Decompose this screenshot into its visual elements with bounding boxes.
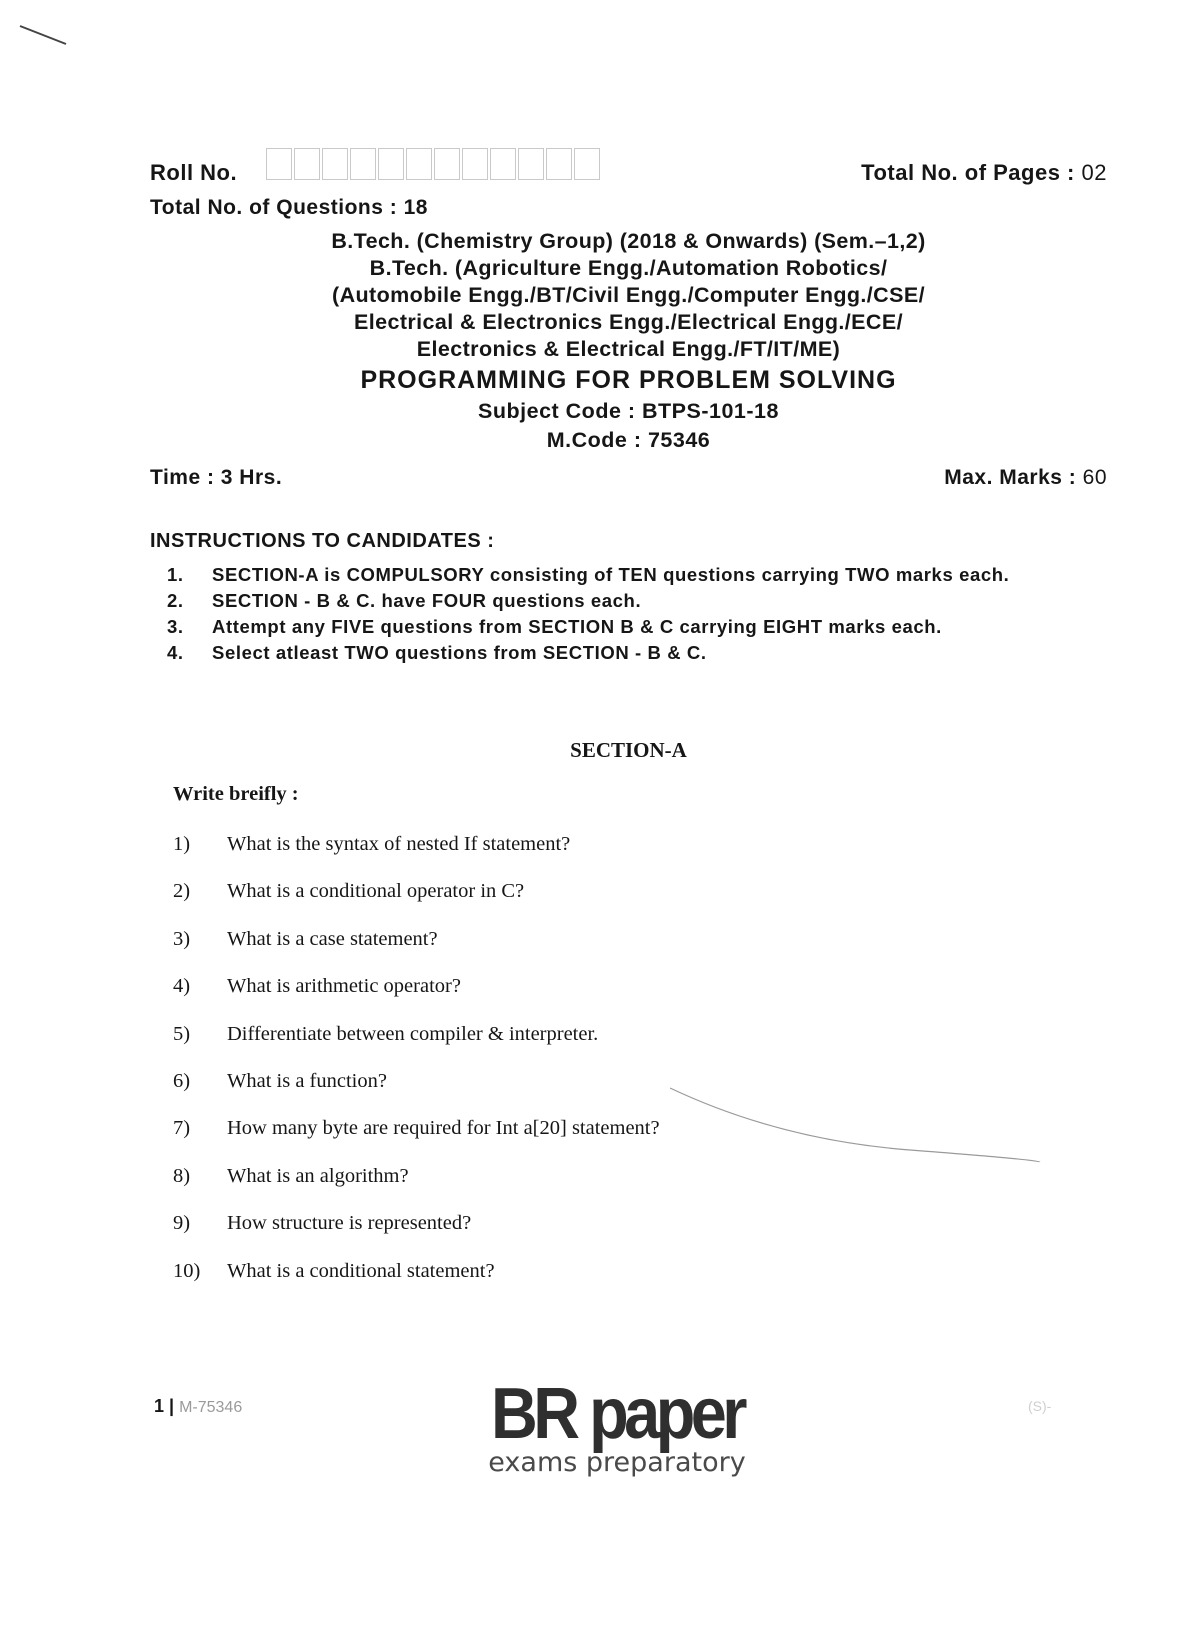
question-item — [173, 928, 1073, 975]
course-line: Electrical & Electronics Engg./Electrical Engg./ECE/ — [354, 310, 903, 334]
subject-title: PROGRAMMING FOR PROBLEM SOLVING — [360, 366, 897, 394]
subject-code: Subject Code : BTPS-101-18 — [478, 399, 779, 423]
question-text: What is a case statement? — [227, 927, 438, 950]
roll-number-row — [150, 160, 1107, 188]
question-text: How structure is represented? — [227, 1212, 472, 1235]
roll-number-box[interactable] — [266, 148, 292, 180]
total-pages-value: 02 — [1081, 160, 1107, 185]
course-line: B.Tech. (Agriculture Engg./Automation Robotics/ — [369, 256, 888, 280]
question-item — [173, 1260, 1073, 1307]
footer-m-code: M-75346 — [179, 1399, 243, 1416]
section-a-title: SECTION-A — [570, 738, 687, 762]
question-item — [173, 975, 1073, 1022]
instructions-list — [162, 564, 1107, 668]
max-marks-label: Max. Marks : — [944, 466, 1077, 489]
total-pages-label: Total No. of Pages : — [861, 160, 1075, 185]
footer-right-mark: (S)- — [1028, 1398, 1052, 1414]
question-text: What is a conditional statement? — [227, 1259, 495, 1282]
question-number: 8) — [173, 1164, 191, 1187]
course-line: (Automobile Engg./BT/Civil Engg./Computer Engg./CSE/ — [332, 283, 925, 307]
roll-number-box[interactable] — [518, 148, 544, 180]
question-text: What is a function? — [227, 1069, 387, 1092]
section-a-questions — [173, 833, 1073, 1307]
question-number: 2) — [173, 880, 191, 903]
roll-number-box[interactable] — [322, 148, 348, 180]
question-item — [173, 1023, 1073, 1070]
question-item — [173, 1165, 1073, 1212]
question-item — [173, 1070, 1073, 1117]
roll-number-box[interactable] — [406, 148, 432, 180]
instruction-text: Select atleast TWO questions from SECTION - B & C. — [212, 642, 707, 663]
instruction-number: 4. — [167, 642, 184, 663]
instruction-item — [162, 642, 1107, 663]
question-number: 4) — [173, 975, 191, 998]
course-line: Electronics & Electrical Engg./FT/IT/ME) — [416, 337, 841, 361]
roll-number-box[interactable] — [294, 148, 320, 180]
question-text: What is arithmetic operator? — [227, 975, 461, 998]
total-pages — [861, 160, 1107, 186]
course-line: B.Tech. (Chemistry Group) (2018 & Onwards) (Sem.–1,2) — [331, 229, 926, 253]
max-marks-value: 60 — [1082, 466, 1107, 489]
question-number: 10) — [173, 1259, 201, 1282]
page-number: 1 | — [154, 1396, 175, 1416]
roll-number-box[interactable] — [462, 148, 488, 180]
roll-number-box[interactable] — [434, 148, 460, 180]
scan-stroke-mark — [18, 22, 70, 48]
question-number: 6) — [173, 1069, 191, 1092]
question-item — [173, 833, 1073, 880]
question-text: Differentiate between compiler & interpreter. — [227, 1022, 599, 1045]
exam-time: Time : 3 Hrs. — [150, 466, 283, 489]
roll-number-box[interactable] — [350, 148, 376, 180]
instructions-title: INSTRUCTIONS TO CANDIDATES : — [150, 530, 495, 552]
instruction-number: 3. — [167, 616, 184, 637]
roll-number-box[interactable] — [546, 148, 572, 180]
question-number: 9) — [173, 1212, 191, 1235]
roll-number-box[interactable] — [490, 148, 516, 180]
instruction-text: SECTION-A is COMPULSORY consisting of TEN questions carrying TWO marks each. — [212, 564, 1010, 585]
roll-number-label: Roll No. — [150, 160, 238, 185]
question-text: What is an algorithm? — [227, 1164, 409, 1187]
question-item — [173, 1212, 1073, 1259]
br-paper-logo — [472, 1374, 762, 1478]
question-number: 7) — [173, 1117, 191, 1140]
instruction-number: 2. — [167, 590, 184, 611]
question-item — [173, 880, 1073, 927]
instruction-number: 1. — [167, 564, 184, 585]
max-marks — [944, 466, 1107, 490]
instruction-text: SECTION - B & C. have FOUR questions each. — [212, 590, 642, 611]
instruction-item — [162, 590, 1107, 611]
question-item — [173, 1117, 1073, 1164]
instruction-item — [162, 616, 1107, 637]
question-number: 1) — [173, 833, 191, 855]
question-text: What is a conditional operator in C? — [227, 880, 525, 903]
instruction-text: Attempt any FIVE questions from SECTION B & C carrying EIGHT marks each. — [212, 616, 942, 637]
logo-main-text: BR paper — [490, 1374, 744, 1454]
instruction-item — [162, 564, 1107, 585]
total-questions: Total No. of Questions : 18 — [150, 196, 428, 219]
roll-number-boxes — [266, 148, 602, 180]
roll-number-box[interactable] — [378, 148, 404, 180]
roll-number-box[interactable] — [574, 148, 600, 180]
question-number: 3) — [173, 927, 191, 950]
section-a-prompt: Write breifly : — [173, 783, 299, 805]
m-code: M.Code : 75346 — [546, 428, 711, 452]
course-header — [150, 228, 1107, 455]
question-text: How many byte are required for Int a[20] statement? — [227, 1117, 660, 1140]
question-number: 5) — [173, 1022, 191, 1045]
logo-sub-text: exams preparatory — [488, 1447, 746, 1478]
question-text: What is the syntax of nested If statement? — [227, 833, 571, 855]
footer-page-number — [154, 1396, 242, 1417]
